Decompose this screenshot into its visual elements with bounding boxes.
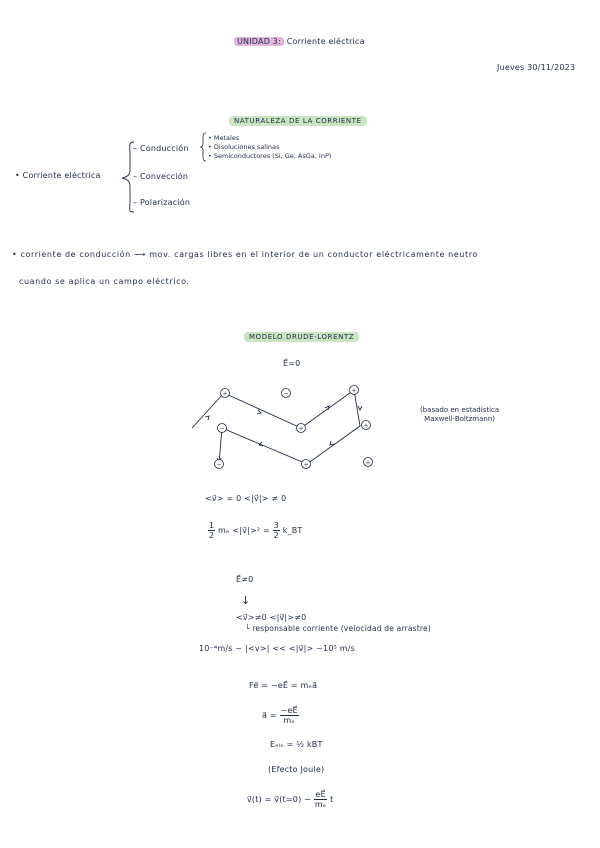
item-semiconductores: • Semiconductores (Si, Ge, AsGa, InP) <box>208 152 332 160</box>
arrow-1 <box>205 416 209 420</box>
eq-energy-frac: $\frac{3}{2}$ <box>273 521 279 540</box>
nature-heading <box>229 116 367 125</box>
eq-velocity-frac: $\frac{eE⃗}{\text{mₑ}}$ <box>314 790 327 809</box>
down-arrow: ↓ <box>241 594 251 607</box>
e-zero: E⃗=0 <box>283 359 301 368</box>
conduction-list <box>208 134 331 161</box>
drude-diagram <box>186 378 386 476</box>
model-note-line1: (basado en estadística <box>420 406 500 414</box>
ion-sign-6: + <box>365 459 371 467</box>
unit-title <box>234 37 365 46</box>
definition-line2: cuando se aplica un campo eléctrico. <box>19 277 190 286</box>
eq-acceleration-left: a⃗ = <box>262 711 277 720</box>
ion-sign-2: + <box>298 425 304 433</box>
eq-electric-energy: Eₑₗₑ = ½ kBT <box>270 740 323 749</box>
arrow-6 <box>259 442 263 446</box>
electron-sign-1: − <box>283 390 289 398</box>
arrow-2 <box>257 410 261 414</box>
eq-drift: <v⃗>≠0 <|v⃗|>≠0 <box>236 613 307 622</box>
brace-conduccion <box>198 132 208 162</box>
model-heading <box>244 332 359 341</box>
eq-force: Fe⃗ = −eE⃗ = mₑa⃗ <box>249 681 318 690</box>
date: Jueves 30/11/2023 <box>497 63 576 72</box>
eq-energy <box>208 521 303 540</box>
item-disoluciones: • Disoluciones salinas <box>208 143 280 151</box>
nature-heading-text: NATURALEZA DE LA CORRIENTE <box>229 116 367 126</box>
model-note-line2: Maxwell-Boltzmann) <box>424 415 495 423</box>
unit-title-text: Corriente eléctrica <box>286 37 365 46</box>
branch-polarizacion: – Polarización <box>133 198 191 207</box>
ion-sign-3: + <box>351 387 357 395</box>
unit-label: UNIDAD 3: <box>234 37 284 46</box>
arrow-4 <box>358 406 362 410</box>
definition-line1: • corriente de conducción ⟶ mov. cargas libres en el interior de un conductor eléctricamente neutro <box>12 250 478 259</box>
model-heading-text: MODELO DRUDE-LORENTZ <box>244 332 359 342</box>
eq-velocity-time <box>247 790 333 809</box>
eq-velocity-left: v⃗(t) = v⃗(t=0) − <box>247 795 312 804</box>
ion-sign-1: + <box>222 390 228 398</box>
eq-mean-velocity: <v⃗> = 0 <|v⃗|> ≠ 0 <box>205 494 287 503</box>
ion-sign-5: + <box>303 461 309 469</box>
electron-sign-2: − <box>219 425 225 433</box>
eq-velocity-tail: t <box>330 795 334 804</box>
branch-conduccion: – Conducción <box>133 144 189 153</box>
e-nonzero: E⃗≠0 <box>236 575 254 584</box>
ion-sign-4: + <box>363 422 369 430</box>
eq-drift-note: └ responsable corriente (velocidad de arrastre) <box>245 624 431 633</box>
electron-sign-3: − <box>216 461 222 469</box>
eq-energy-mid: mₑ <|v⃗|>² = <box>218 526 270 535</box>
eq-energy-half: $\frac{1}{2}$ <box>209 521 215 540</box>
joule-effect: (Efecto Joule) <box>268 765 325 774</box>
eq-acceleration <box>262 706 299 725</box>
electron-path <box>192 387 360 464</box>
nature-root: • Corriente eléctrica <box>15 171 101 180</box>
item-metales: • Metales <box>208 134 240 142</box>
model-note <box>420 406 499 424</box>
branch-conveccion: – Convección <box>133 172 189 181</box>
eq-energy-tail: k_BT <box>282 526 303 535</box>
eq-speed-range: 10⁻⁴m/s ~ |<v>| << <|v⃗|> ~10⁵ m/s <box>199 644 356 653</box>
eq-acceleration-frac: $\frac{-eE⃗}{\text{mₑ}}$ <box>280 706 298 725</box>
arrow-5 <box>330 441 334 445</box>
